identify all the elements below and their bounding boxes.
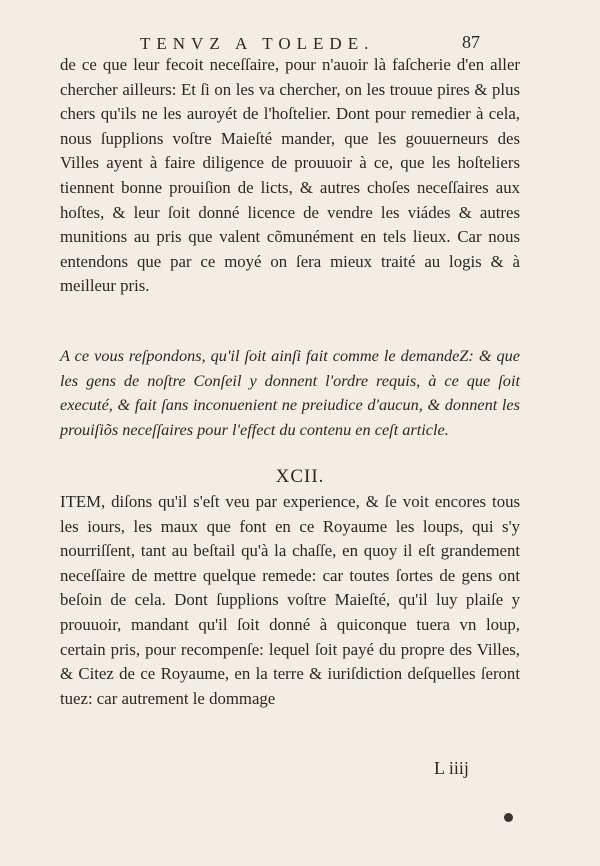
royal-response (60, 344, 520, 442)
signature-mark: L iiij (434, 758, 469, 778)
paragraph-wolves: ITEM, diſons qu'il s'eſt veu par experience, & ſe voit encores tous les iours, les maux que font en ce Royaume les loups, qui s'y nourriſſent, tant au beſtail qu'à la chaſſe, en quoy il eſt grandement neceſſaire de mettre quelque remede: car toutes ſortes de gens ont beſoin de cela. Dont ſupplions voſtre Maieſté, qu'il luy plaiſe y prouuoir, mandant qu'il ſoit donné à quiconque tuera vn loup, certain pris, pour recompenſe: lequel ſoit payé du propre des Villes, & Citez de ce Royaume, en la terre & iuriſdiction deſquelles ſeront tuez: car autrement le dommage (60, 492, 520, 708)
body-text-bottom (60, 490, 520, 711)
response-paragraph: A ce vous reſpondons, qu'il ſoit ainſi fait comme le demandeZ: & que les gens de noſtre Conſeil y donnent l'ordre requis, à ce que ſoit executé, & fait ſans inconuenient ne preiudice d'aucun, & donnent les prouiſiõs neceſſaires pour l'effect du contenu en ceſt article. (60, 346, 520, 439)
folio-number: 87 (462, 32, 480, 52)
running-header (0, 34, 600, 54)
paragraph-hostelers: de ce que leur fecoit neceſſaire, pour n'auoir là faſcherie d'en aller chercher ailleurs: Et ſi on les va chercher, on les trouue pires & plus chers qu'ils ne les auroyét de l'hoſtelier. Dont pour remedier à cela, nous ſupplions voſtre Maieſté mander, que les gouuerneurs des Villes ayent à faire diligence de prouuoir à ce, que les hoſteliers tiennent bonne prouiſion de licts, & autres choſes neceſſaires aux hoſtes, & leur ſoit donné licence de vendre les viádes & autres munitions au pris que valent cõmunément en tels lieux. Car nous entendons que par ce moyé on ſera mieux traité au logis & à meilleur pris. (60, 55, 520, 296)
ink-spot (504, 813, 513, 822)
section-number: XCII. (275, 466, 325, 487)
body-text-top (60, 53, 520, 299)
running-title: TENVZ A TOLEDE. (140, 34, 375, 53)
